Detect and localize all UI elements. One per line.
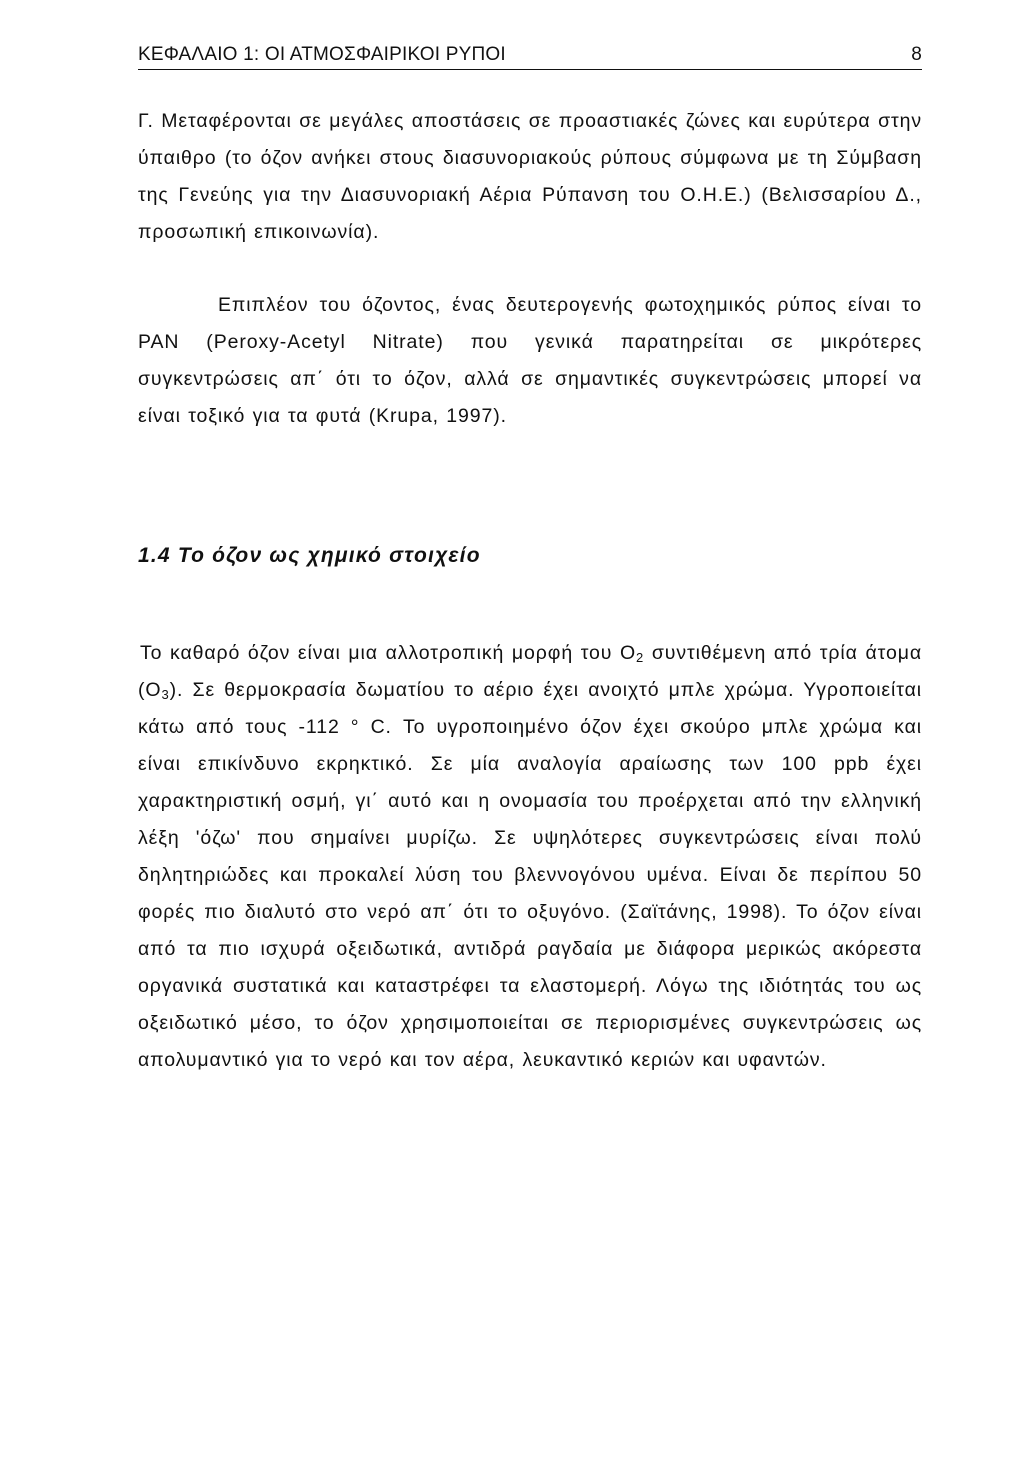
page-header xyxy=(138,40,922,70)
p3-text-2: συντιθέμενη από τρία άτομα (O xyxy=(138,642,922,701)
p3-text-3: ). Σε θερμοκρασία δωματίου το αέριο έχει ανοιχτό μπλε χρώμα. Υγροποιείται κάτω από τους -112 ° C. Το υγροποιημένο όζον έχει σκούρο μπλε χρώμα και είναι επικίνδυνο εκρηκτικό. Σε μία αναλογία αραίωσης των 100 ppb έχει χαρακτηριστική οσμή, γι΄ αυτό και η ονομασία του προέρχεται από την ελληνική λέξη 'όζω' που σημαίνει μυρίζω. Σε υψηλότερες συγκεντρώσεις είναι πολύ δηλητηριώδες και προκαλεί λύση του βλεννογόνου υμένα. Είναι δε περίπου 50 φορές πιο διαλυτό στο νερό απ΄ ότι το οξυγόνο. (Σαϊτάνης, 1998). Το όζον είναι από τα πιο ισχυρά οξειδωτικά, αντιδρά ραγδαία με διάφορα μερικώς ακόρεστα οργανικά συστατικά και καταστρέφει τα ελαστομερή. Λόγω της ιδιότητάς του ως οξειδωτικό μέσο, το όζον χρησιμοποιείται σε περιορισμένες συγκεντρώσεις ως απολυμαντικό για το νερό και τον αέρα, λευκαντικό κεριών και υφαντών. xyxy=(138,679,922,1071)
page-number: 8 xyxy=(911,44,922,65)
p3-text-1: Το καθαρό όζον είναι μια αλλοτροπική μορφή του O xyxy=(140,642,637,664)
subscript-2: 2 xyxy=(636,650,645,665)
chapter-title: ΚΕΦΑΛΑΙΟ 1: ΟΙ ΑΤΜΟΣΦΑΙΡΙΚΟΙ ΡΥΠΟΙ xyxy=(138,44,506,65)
header-rule xyxy=(138,69,922,70)
section-heading: 1.4 Το όζον ως χημικό στοιχείο xyxy=(138,544,481,567)
subscript-3: 3 xyxy=(161,687,170,702)
paragraph-pan: Επιπλέον του όζοντος, ένας δευτερογενής φωτοχημικός ρύπος είναι το PAN (Peroxy-Acetyl Nitrate) που γενικά παρατηρείται σε μικρότερες συγκεντρώσεις απ΄ ότι το όζον, αλλά σε σημαντικές συγκεντρώσεις μπορεί να είναι τοξικό για τα φυτά (Krupa, 1997). xyxy=(138,294,922,427)
paragraph-ozone-properties xyxy=(138,635,922,1079)
paragraph-transport: Γ. Μεταφέρονται σε μεγάλες αποστάσεις σε προαστιακές ζώνες και ευρύτερα στην ύπαιθρο (το όζον ανήκει στους διασυνοριακούς ρύπους σύμφωνα με τη Σύμβαση της Γενεύης για την Διασυνοριακή Αέρια Ρύπανση του Ο.Η.Ε.) (Βελισσαρίου Δ., προσωπική επικοινωνία). xyxy=(138,110,922,243)
